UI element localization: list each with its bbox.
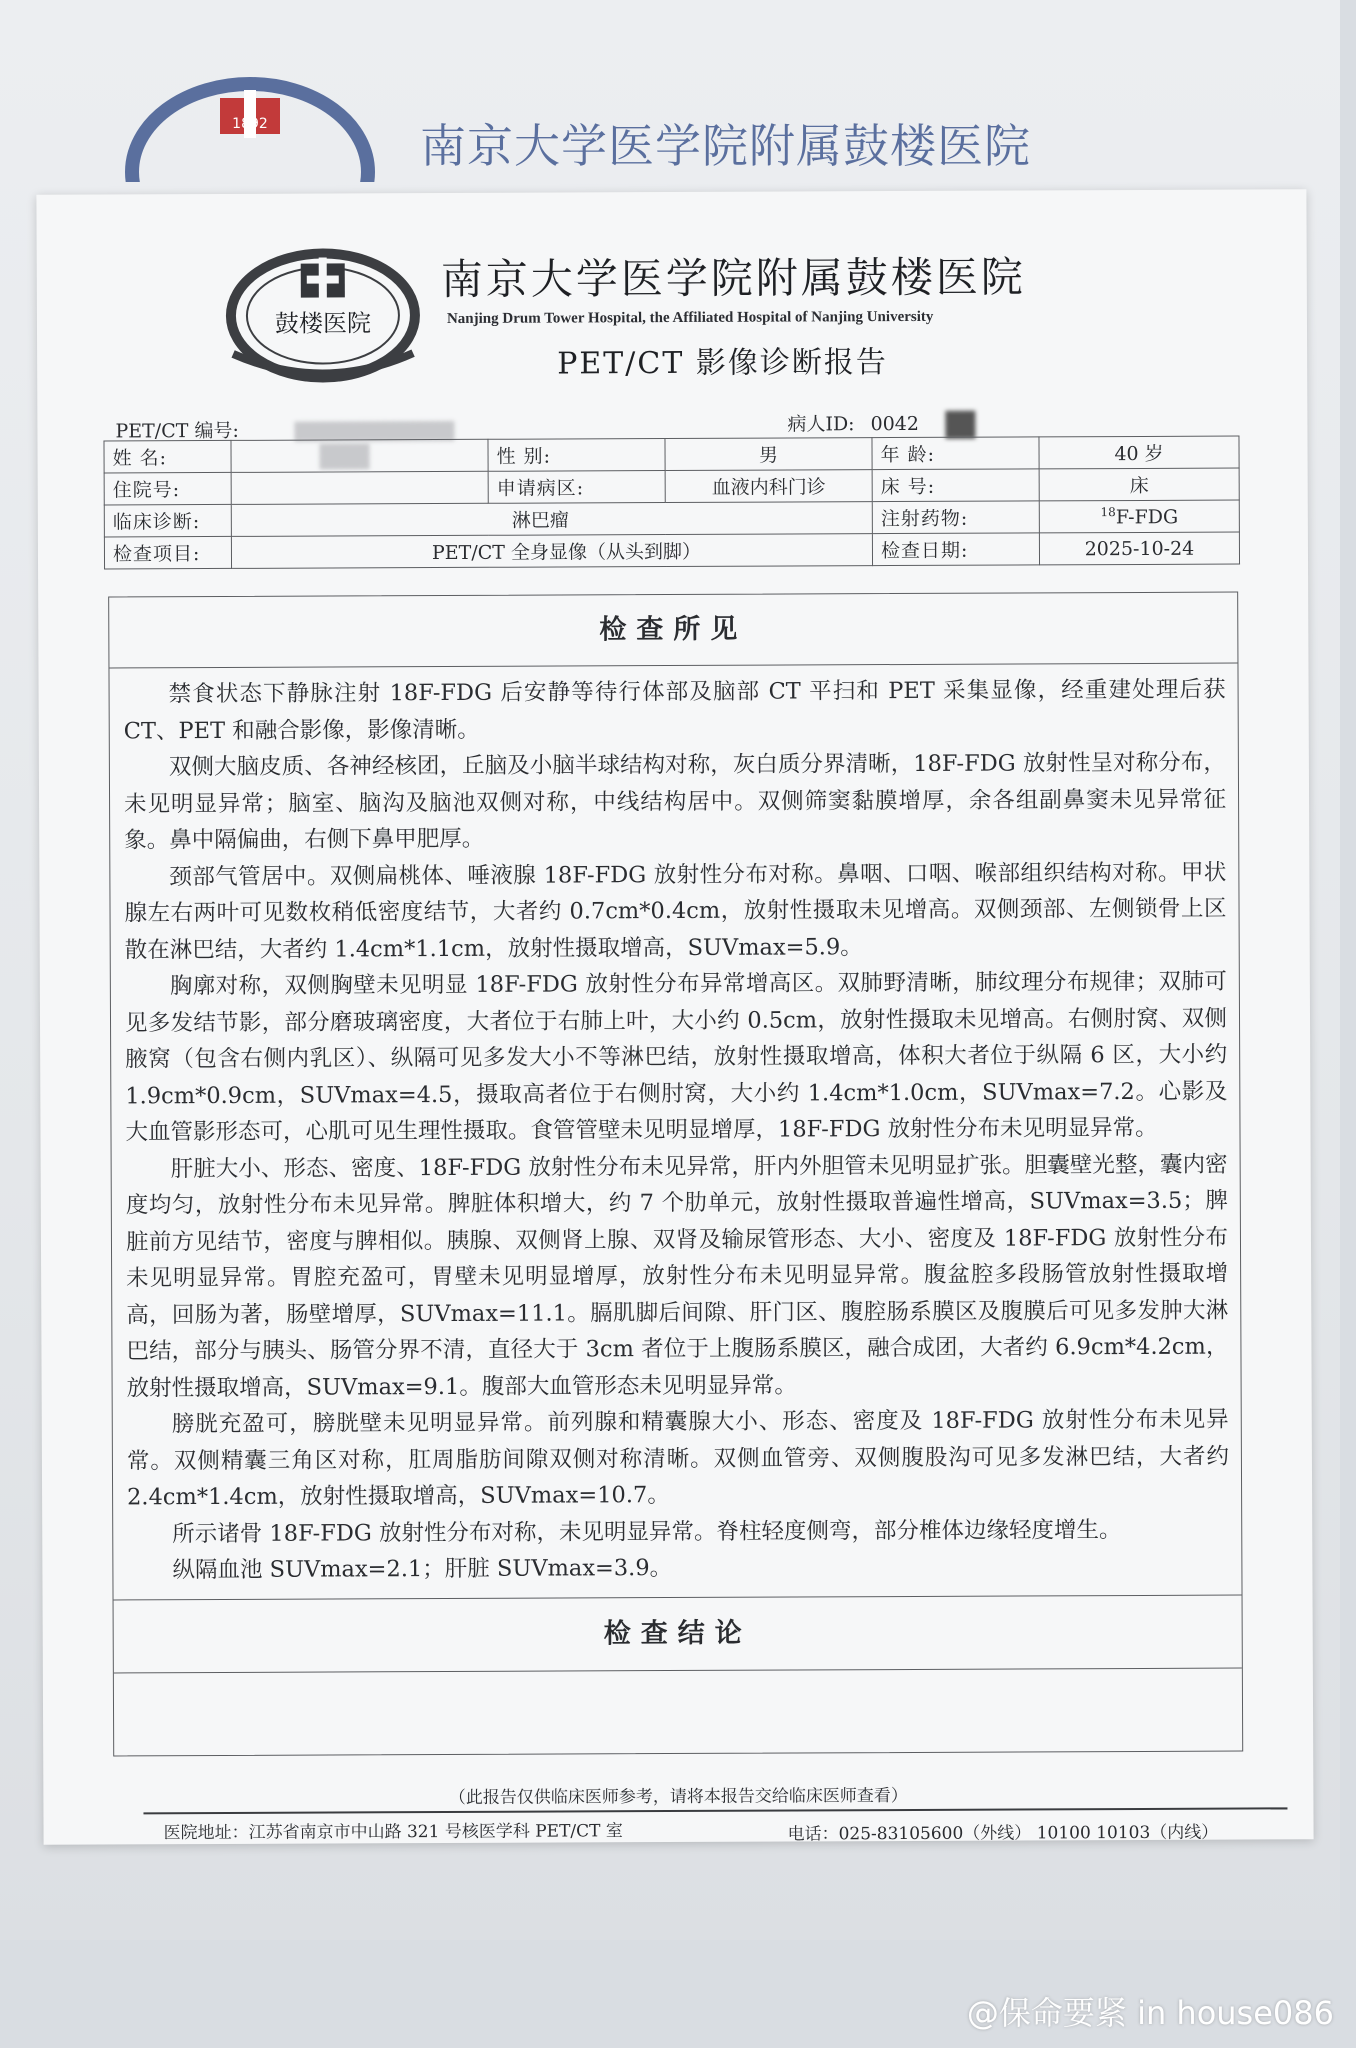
- findings-paragraph: 膀胱充盈可，膀胱壁未见明显异常。前列腺和精囊腺大小、形态、密度及 18F-FDG 放射性分布未见异常。双侧精囊三角区对称，肛周脂肪间隙双侧对称清晰。双侧血管旁、双侧腹股沟可见多发淋巴结，大者约 2.4cm*1.4cm，放射性摄取增高，SUVmax=10.7。: [126, 1406, 1229, 1511]
- name-label: 姓 名:: [104, 440, 231, 473]
- footer-phone: 电话：025-83105600（外线） 10100 10103（内线）: [787, 1822, 1219, 1845]
- conclusion-heading: 检查结论: [114, 1595, 1242, 1674]
- watermark: @保命要紧 in house086: [966, 1994, 1334, 2032]
- logo-year: 1892: [232, 116, 268, 132]
- bed-label: 床 号:: [872, 469, 1039, 502]
- drug-isotope: 18: [1100, 504, 1116, 519]
- report-title: PET/CT 影像诊断报告: [557, 345, 888, 382]
- age-value: 40 岁: [1039, 436, 1239, 469]
- report-paper: [36, 189, 1313, 1845]
- bed-value: 床: [1039, 468, 1239, 501]
- ward-label: 申请病区:: [488, 471, 665, 504]
- ward-value: 血液内科门诊: [665, 470, 872, 503]
- patient-id: [787, 409, 975, 440]
- diagnosis-label: 临床诊断:: [104, 504, 231, 537]
- drug-label: 注射药物:: [872, 501, 1039, 534]
- findings-paragraph: 颈部气管居中。双侧扁桃体、唾液腺 18F-FDG 放射性分布对称。鼻咽、口咽、喉部组织结构对称。甲状腺左右两叶可见数枚稍低密度结节，大者约 0.7cm*0.4cm，放射性摄取未见增高。双侧颈部、左侧锁骨上区散在淋巴结，大者约 1.4cm*1.1cm，放射性摄取增高，SUVmax=5.9。: [124, 859, 1227, 963]
- inpatient-value: [231, 471, 488, 504]
- redacted-block: [945, 411, 975, 439]
- hospital-name-en: Nanjing Drum Tower Hospital, the Affiliated Hospital of Nanjing University: [446, 308, 934, 327]
- petct-number-label: PET/CT 编号:: [115, 419, 239, 443]
- findings-paragraph: 肝脏大小、形态、密度、18F-FDG 放射性分布未见异常，肝内外胆管未见明显扩张。胆囊壁光整，囊内密度均匀，放射性分布未见异常。脾脏体积增大，约 7 个肋单元，放射性摄取普遍性增高，SUVmax=3.5；脾脏前方见结节，密度与脾相似。胰腺、双侧肾上腺、双肾及输尿管形态、大小、密度及 18F-FDG 放射性分布未见明显异常。胃腔充盈可，胃壁未见明显增厚，放射性分布未见明显异常。腹盆腔多段肠管放射性摄取增高，回肠为著，肠壁增厚，SUVmax=11.1。膈肌脚后间隙、肝门区、腹腔肠系膜区及腹膜后可见多发肿大淋巴结，部分与胰头、肠管分界不清，直径大于 3cm 者位于上腹肠系膜区，融合成团，大者约 6.9cm*4.2cm，放射性摄取增高，SUVmax=9.1。腹部大血管形态未见明显异常。: [125, 1151, 1229, 1401]
- age-label: 年 龄:: [872, 437, 1039, 470]
- findings-paragraph: 胸廓对称，双侧胸壁未见明显 18F-FDG 放射性分布异常增高区。双肺野清晰，肺纹理分布规律；双肺可见多发结节影，部分磨玻璃密度，大者位于右肺上叶，大小约 0.5cm，放射性摄取未见增高。右侧肘窝、双侧腋窝（包含右侧内乳区）、纵隔可见多发大小不等淋巴结，放射性摄取增高，体积大者位于纵隔 6 区，大小约 1.9cm*0.9cm，SUVmax=4.5，摄取高者位于右侧肘窝，大小约 1.4cm*1.0cm，SUVmax=7.2。心影及大血管影形态可，心肌可见生理性摄取。食管管壁未见明显增厚，18F-FDG 放射性分布未见明显异常。: [124, 968, 1228, 1146]
- drug-value: [1039, 500, 1239, 533]
- findings-paragraph: 纵隔血池 SUVmax=2.1；肝脏 SUVmax=3.9。: [172, 1555, 673, 1584]
- findings-section: [108, 592, 1243, 1757]
- inpatient-label: 住院号:: [104, 472, 231, 505]
- name-value: [231, 439, 488, 472]
- redacted-block: [319, 443, 369, 469]
- gender-value: 男: [665, 438, 872, 471]
- logo-text: 鼓楼医院: [274, 309, 372, 338]
- report-logo-icon: [223, 243, 424, 394]
- gender-label: 性 别:: [488, 439, 665, 472]
- hospital-name-cn: 南京大学医学院附属鼓楼医院: [440, 252, 1026, 305]
- footer-note: （此报告仅供临床医师参考，请将本报告交给临床医师查看）: [448, 1785, 908, 1808]
- footer-address: 医院地址：江苏省南京市中山路 321 号核医学科 PET/CT 室: [163, 1821, 623, 1844]
- exam-value: PET/CT 全身显像（从头到脚）: [231, 534, 872, 569]
- patient-id-value: 0042: [870, 412, 920, 436]
- diagnosis-value: 淋巴瘤: [231, 502, 872, 537]
- findings-paragraph: 所示诸骨 18F-FDG 放射性分布对称，未见明显异常。脊柱轻度侧弯，部分椎体边缘轻度增生。: [172, 1516, 1122, 1547]
- patient-id-label: 病人ID:: [787, 413, 855, 436]
- patient-info-table: [103, 436, 1240, 570]
- findings-heading: 检查所见: [109, 593, 1237, 669]
- findings-body: [109, 664, 1241, 1589]
- date-label: 检查日期:: [872, 533, 1039, 566]
- exam-label: 检查项目:: [104, 536, 231, 569]
- folder-hospital-name: 南京大学医学院附属鼓楼医院: [420, 119, 1031, 173]
- findings-paragraph: 双侧大脑皮质、各神经核团，丘脑及小脑半球结构对称，灰白质分界清晰，18F-FDG 放射性呈对称分布，未见明显异常；脑室、脑沟及脑池双侧对称，中线结构居中。双侧筛窦黏膜增厚，余各组副鼻窦未见异常征象。鼻中隔偏曲，右侧下鼻甲肥厚。: [124, 749, 1227, 854]
- drug-name: F-FDG: [1115, 505, 1179, 529]
- findings-paragraph: 禁食状态下静脉注射 18F-FDG 后安静等待行体部及脑部 CT 平扫和 PET 采集显像，经重建处理后获 CT、PET 和融合影像，影像清晰。: [123, 676, 1226, 744]
- date-value: 2025-10-24: [1039, 532, 1239, 565]
- hospital-logo-icon: [120, 62, 380, 182]
